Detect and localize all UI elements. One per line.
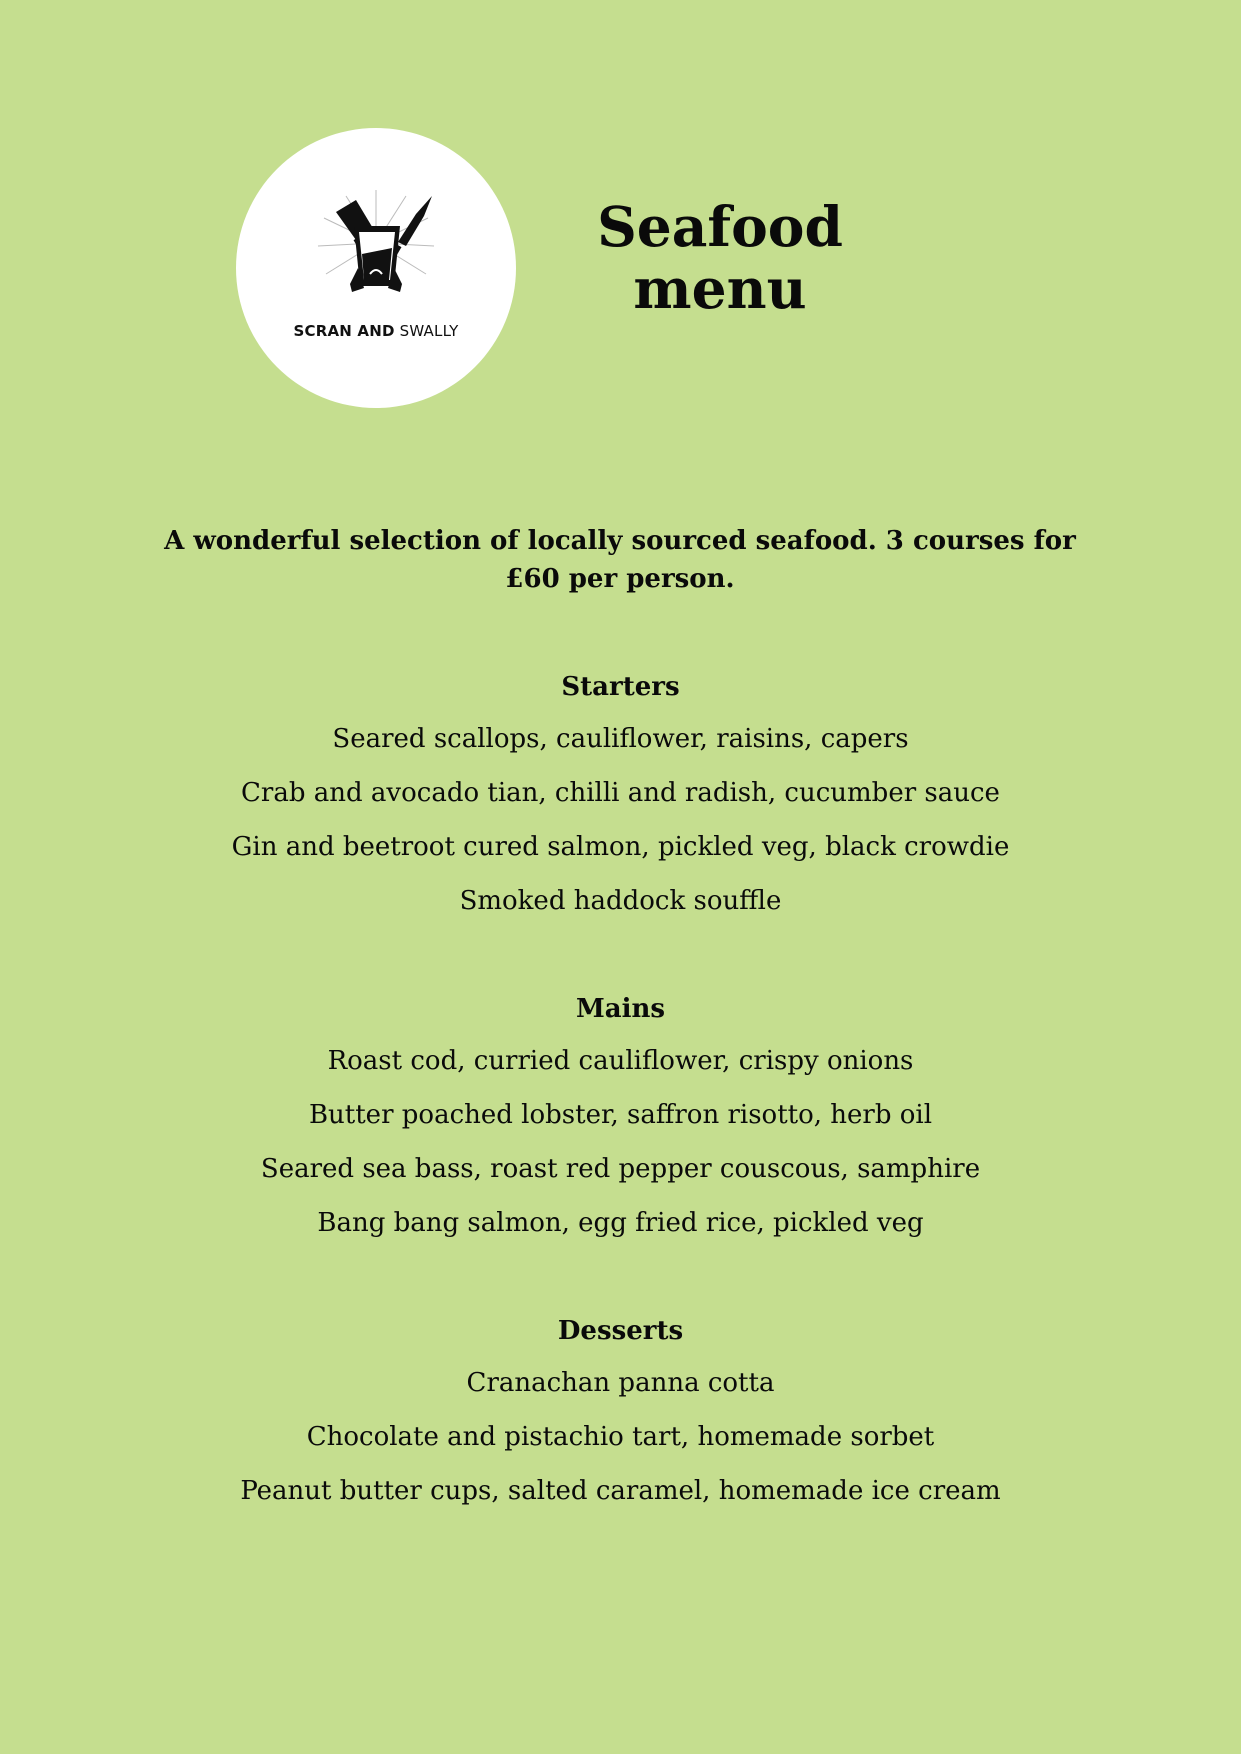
menu-item: Butter poached lobster, saffron risotto, herb oil xyxy=(308,1100,933,1130)
logo xyxy=(236,128,516,408)
starters-list xyxy=(0,721,1241,937)
logo-brand-text xyxy=(236,322,516,340)
menu-intro: A wonderful selection of locally sourced seafood. 3 courses for £60 per person. xyxy=(164,526,1076,594)
section-heading-starters: Starters xyxy=(561,672,680,702)
mains-list xyxy=(0,1043,1241,1259)
desserts-list xyxy=(0,1365,1241,1527)
desserts-section xyxy=(0,1311,1241,1527)
section-heading-desserts: Desserts xyxy=(557,1316,684,1346)
menu-item: Crab and avocado tian, chilli and radish, cucumber sauce xyxy=(241,778,1000,808)
menu-item: Chocolate and pistachio tart, homemade sorbet xyxy=(306,1422,935,1452)
menu-item: Gin and beetroot cured salmon, pickled veg, black crowdie xyxy=(231,832,1010,862)
menu-item: Bang bang salmon, egg fried rice, pickled veg xyxy=(317,1208,924,1238)
menu-item: Seared sea bass, roast red pepper couscous, samphire xyxy=(260,1154,981,1184)
cleaver-knife-glass-logo-icon xyxy=(296,188,456,298)
section-heading-mains: Mains xyxy=(575,994,666,1024)
starters-section xyxy=(0,667,1241,937)
logo-brand-light: SWALLY xyxy=(399,322,459,340)
mains-section xyxy=(0,989,1241,1259)
menu-item: Smoked haddock souffle xyxy=(459,886,782,916)
menu-item: Cranachan panna cotta xyxy=(466,1368,775,1398)
page-title: Seafood menu xyxy=(597,194,843,321)
menu-item: Peanut butter cups, salted caramel, homemade ice cream xyxy=(240,1476,1001,1506)
menu-item: Roast cod, curried cauliflower, crispy onions xyxy=(327,1046,914,1076)
logo-brand-bold: SCRAN AND xyxy=(293,322,395,340)
menu-item: Seared scallops, cauliflower, raisins, capers xyxy=(332,724,909,754)
